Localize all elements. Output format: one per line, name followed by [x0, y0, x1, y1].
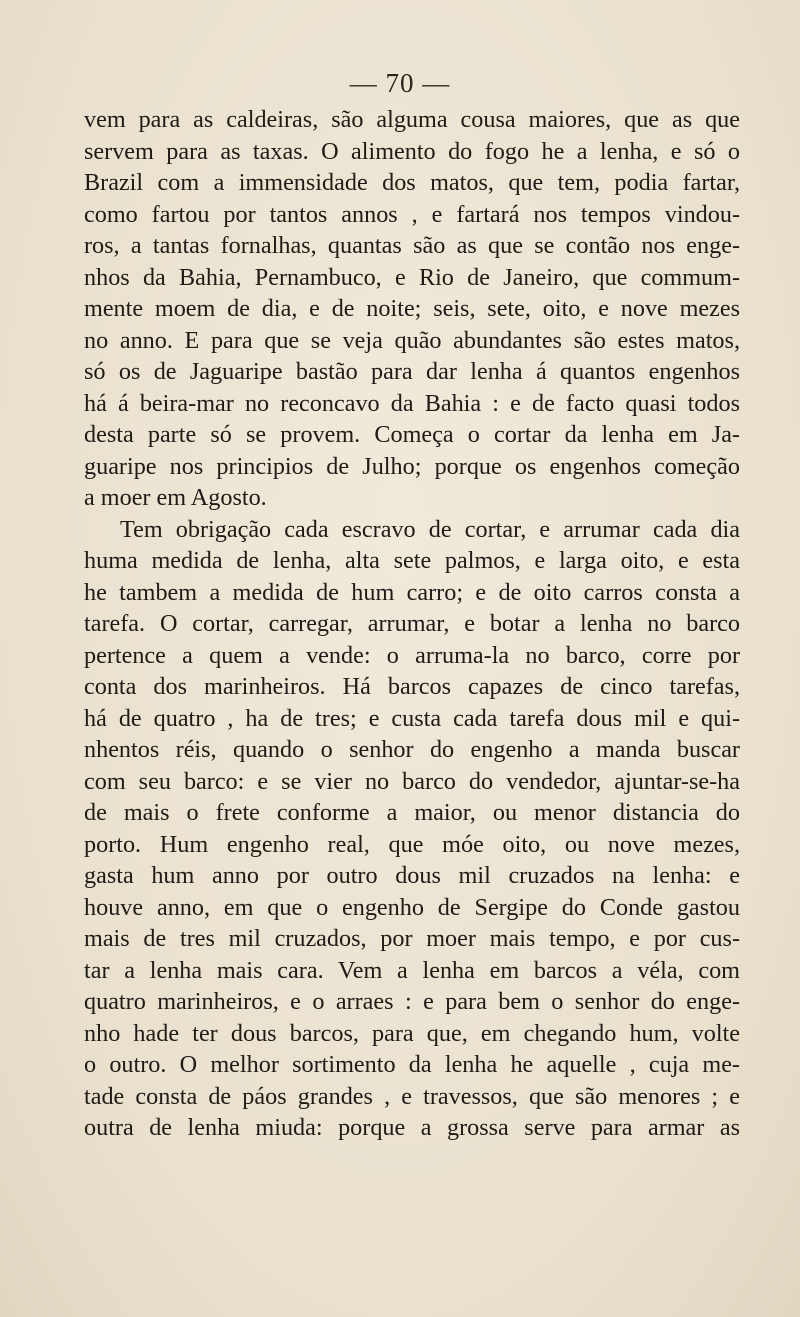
- text-line: mais de tres mil cruzados, por moer mais tempo, e por cus-: [84, 925, 740, 952]
- text-line: como fartou por tantos annos , e fartará nos tempos vindou-: [84, 200, 740, 228]
- text-line: ros, a tantas fornalhas, quantas são as que se contão nos enge-: [84, 232, 740, 259]
- text-line: huma medida de lenha, alta sete palmos, e larga oito, e esta: [84, 547, 740, 574]
- text-line: pertence a quem a vende: o arruma-la no barco, corre por: [84, 641, 740, 669]
- text-line: tar a lenha mais cara. Vem a lenha em barcos a véla, com: [84, 956, 740, 984]
- text-line: houve anno, em que o engenho de Sergipe do Conde gastou: [84, 893, 740, 921]
- text-line: he tambem a medida de hum carro; e de oito carros consta a: [84, 578, 740, 606]
- text-line: nhentos réis, quando o senhor do engenho a manda buscar: [84, 736, 740, 763]
- text-line: de mais o frete conforme a maior, ou menor distancia do: [84, 799, 740, 826]
- text-line: porto. Hum engenho real, que móe oito, ou nove mezes,: [84, 830, 740, 858]
- text-line: nhos da Bahia, Pernambuco, e Rio de Janeiro, que commum-: [84, 263, 740, 291]
- paragraph-start-line: Tem obrigação cada escravo de cortar, e arrumar cada dia: [120, 515, 740, 543]
- text-line: só os de Jaguaripe bastão para dar lenha á quantos engenhos: [84, 358, 740, 385]
- paragraph-end-line: a moer em Agosto.: [84, 484, 267, 511]
- text-line: nho hade ter dous barcos, para que, em chegando hum, volte: [84, 1019, 740, 1047]
- text-line: há á beira-mar no reconcavo da Bahia : e de facto quasi todos: [84, 389, 740, 417]
- text-line: no anno. E para que se veja quão abundantes são estes matos,: [84, 326, 740, 354]
- text-line: tarefa. O cortar, carregar, arrumar, e botar a lenha no barco: [84, 610, 740, 637]
- text-line: gasta hum anno por outro dous mil cruzados na lenha: e: [84, 862, 740, 889]
- text-line: tade consta de páos grandes , e travessos, que são menores ; e: [84, 1082, 740, 1110]
- text-line: com seu barco: e se vier no barco do vendedor, ajuntar-se-ha: [84, 767, 740, 795]
- text-line: servem para as taxas. O alimento do fogo he a lenha, e só o: [84, 137, 740, 165]
- text-line: guaripe nos principios de Julho; porque os engenhos começão: [84, 452, 740, 480]
- text-line: vem para as caldeiras, são alguma cousa maiores, que as que: [84, 106, 740, 133]
- text-line: outra de lenha miuda: porque a grossa serve para armar as: [84, 1114, 740, 1141]
- page-number: — 70 —: [349, 68, 451, 98]
- text-line: mente moem de dia, e de noite; seis, sete, oito, e nove mezes: [84, 295, 740, 322]
- text-line: Brazil com a immensidade dos matos, que tem, podia fartar,: [84, 169, 740, 196]
- text-line: quatro marinheiros, e o arraes : e para bem o senhor do enge-: [84, 988, 740, 1015]
- text-line: o outro. O melhor sortimento da lenha he aquelle , cuja me-: [84, 1051, 740, 1078]
- text-line: desta parte só se provem. Começa o cortar da lenha em Ja-: [84, 421, 740, 448]
- text-line: há de quatro , ha de tres; e custa cada tarefa dous mil e qui-: [84, 704, 740, 732]
- text-line: conta dos marinheiros. Há barcos capazes de cinco tarefas,: [84, 673, 740, 700]
- body-text: [84, 104, 740, 1144]
